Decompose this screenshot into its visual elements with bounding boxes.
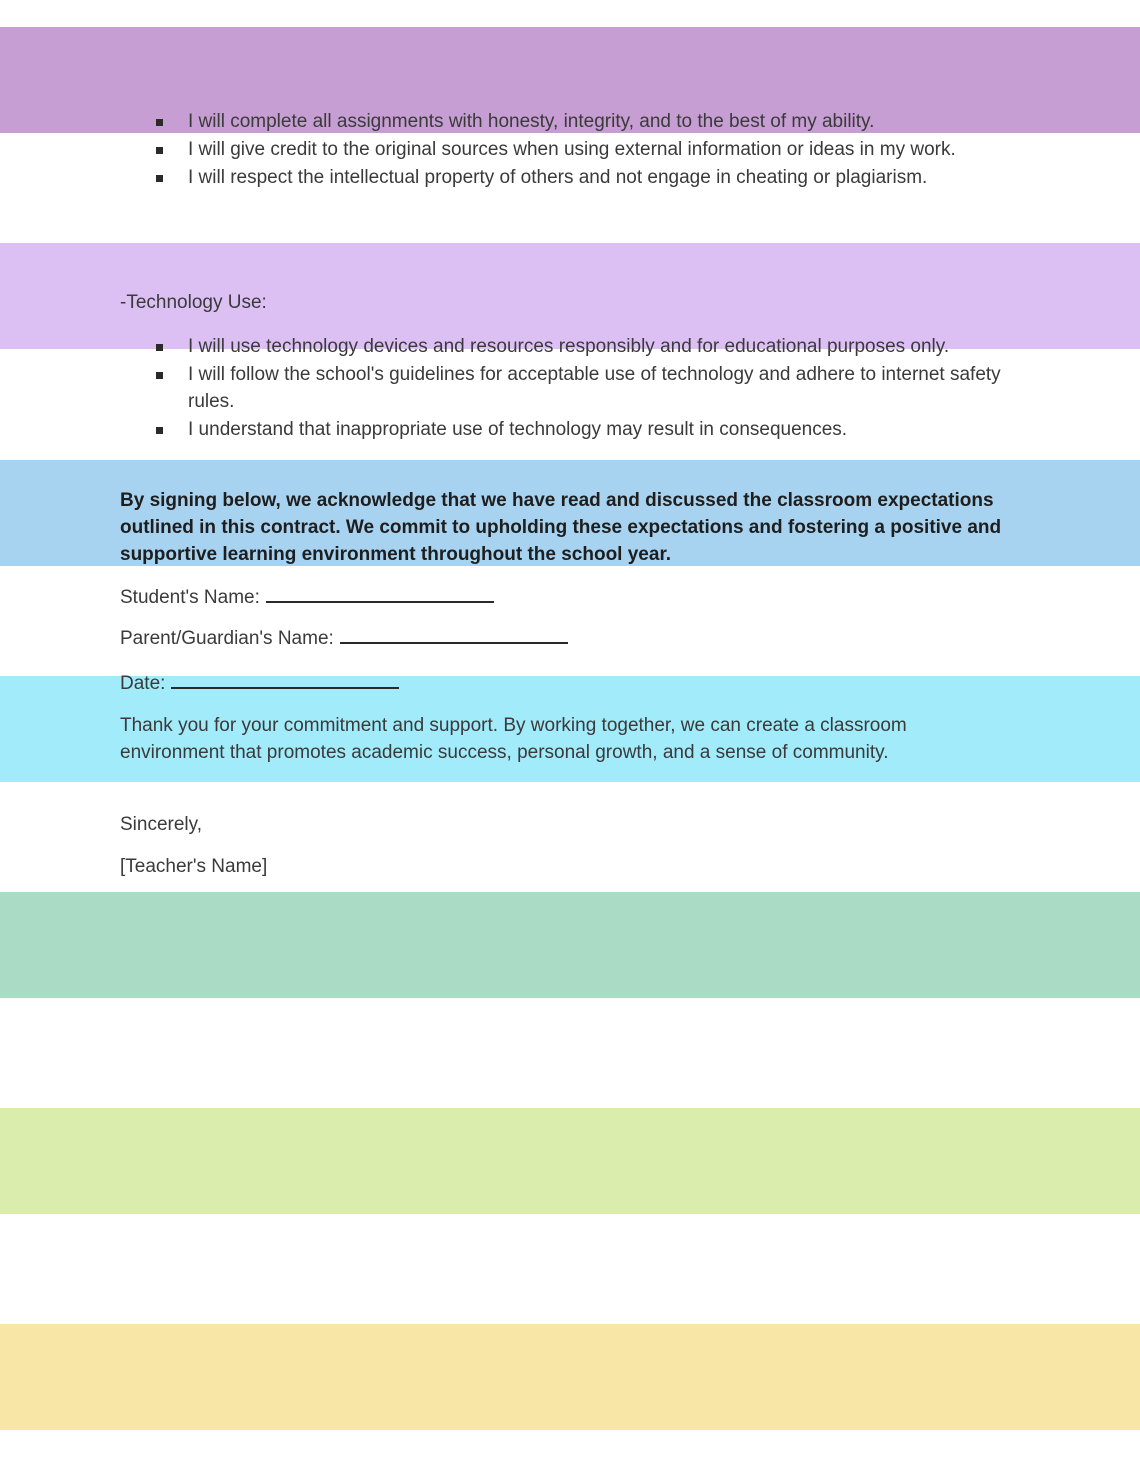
list-item [120, 333, 1020, 360]
thanks-paragraph: Thank you for your commitment and support. By working together, we can create a classroom environment that promotes academic success, personal growth, and a sense of community. [120, 715, 907, 763]
list-item [120, 361, 1020, 415]
list-item-text: I will use technology devices and resources responsibly and for educational purposes only. [188, 336, 950, 357]
integrity-list [120, 108, 1020, 192]
list-item [120, 416, 1020, 443]
student-name-line [120, 584, 1010, 611]
bullet-icon [156, 119, 163, 126]
bullet-icon [156, 147, 163, 154]
technology-list [120, 333, 1020, 444]
list-item [120, 136, 1020, 163]
list-item-text: I will complete all assignments with honesty, integrity, and to the best of my ability. [188, 111, 875, 132]
student-name-label: Student's Name: [120, 587, 260, 608]
technology-use-heading: -Technology Use: [120, 292, 267, 313]
list-item-text: I will give credit to the original sources when using external information or ideas in my work. [188, 139, 956, 160]
parent-name-blank[interactable] [340, 626, 568, 644]
acknowledgement-paragraph: By signing below, we acknowledge that we have read and discussed the classroom expectations outlined in this contract. We commit to upholding these expectations and fostering a positive and supportive learning environment throughout the school year. [120, 490, 1002, 565]
teacher-name: [Teacher's Name] [120, 856, 268, 877]
list-item [120, 108, 1020, 135]
bullet-icon [156, 372, 163, 379]
student-name-blank[interactable] [266, 585, 494, 603]
date-label: Date: [120, 673, 166, 694]
bullet-icon [156, 427, 163, 434]
date-line [120, 670, 1010, 697]
list-item-text: I understand that inappropriate use of technology may result in consequences. [188, 419, 848, 440]
list-item-text: I will respect the intellectual property of others and not engage in cheating or plagiarism. [188, 167, 928, 188]
list-item-text: I will follow the school's guidelines for acceptable use of technology and adhere to internet safety rules. [188, 364, 1001, 412]
date-blank[interactable] [171, 671, 399, 689]
bullet-icon [156, 344, 163, 351]
list-item [120, 164, 1020, 191]
parent-name-line [120, 625, 1010, 652]
closing: Sincerely, [120, 814, 203, 835]
bullet-icon [156, 175, 163, 182]
parent-name-label: Parent/Guardian's Name: [120, 628, 334, 649]
